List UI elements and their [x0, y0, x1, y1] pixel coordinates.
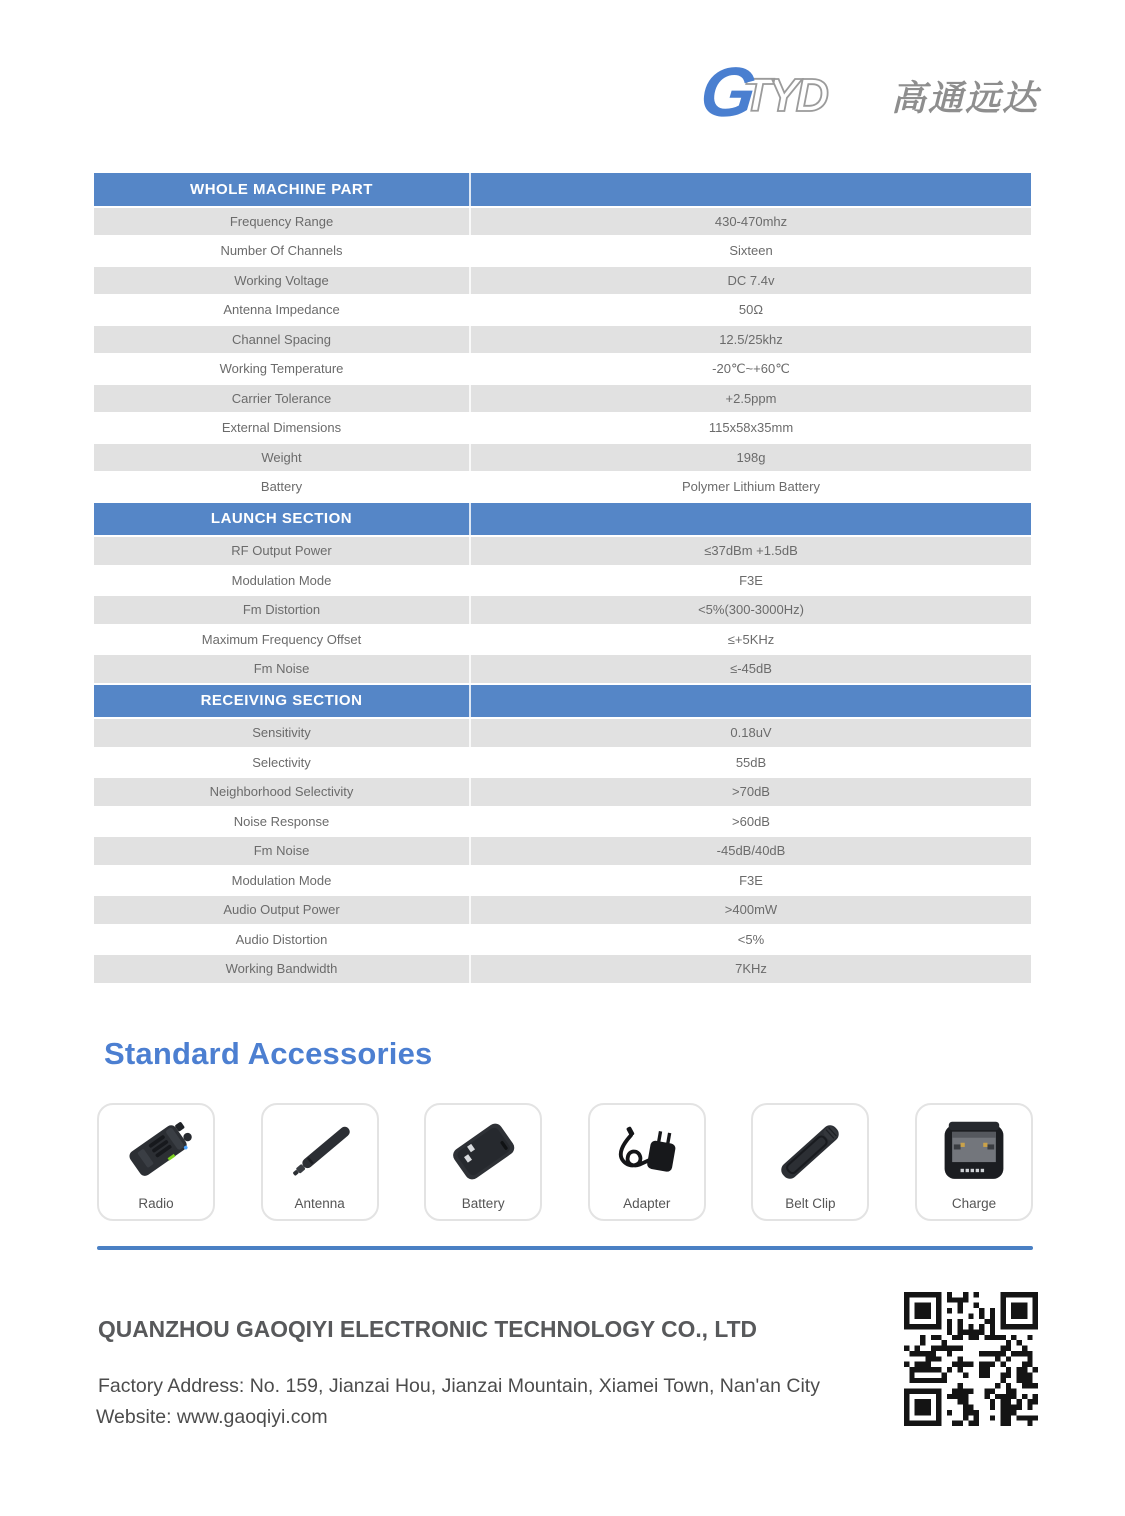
- spec-row: [94, 837, 1031, 867]
- logo-tyd-text: [741, 69, 877, 124]
- spec-row: [94, 567, 1031, 597]
- spec-row: [94, 655, 1031, 685]
- spec-value: 55dB: [735, 754, 767, 770]
- spec-row: [94, 414, 1031, 444]
- section-header-row: [94, 173, 1031, 208]
- logo-chinese-text: 高通远达: [890, 79, 1039, 118]
- spec-label: Maximum Frequency Offset: [94, 626, 471, 654]
- spec-value: ≤37dBm +1.5dB: [704, 543, 798, 559]
- spec-label: Selectivity: [94, 749, 471, 777]
- company-name: QUANZHOU GAOQIYI ELECTRONIC TECHNOLOGY CO., LTD: [98, 1316, 757, 1342]
- spec-label: Fm Noise: [94, 655, 471, 683]
- spec-row: [94, 326, 1031, 356]
- logo-g-mark: G: [696, 53, 760, 131]
- section-header-row: [94, 685, 1031, 720]
- spec-row: [94, 778, 1031, 808]
- spec-row: [94, 719, 1031, 749]
- logo-tyd-letters: TYD: [742, 69, 826, 119]
- spec-label: Working Temperature: [94, 355, 471, 383]
- spec-value: -20℃~+60℃: [712, 360, 790, 376]
- radio-icon: [101, 1107, 211, 1197]
- spec-label: Channel Spacing: [94, 326, 471, 354]
- spec-row: [94, 267, 1031, 297]
- charger-dock-icon: [919, 1107, 1029, 1197]
- spec-label: Working Bandwidth: [94, 955, 471, 983]
- accessory-label: Adapter: [623, 1196, 671, 1211]
- spec-value: +2.5ppm: [725, 390, 777, 406]
- spec-row: [94, 867, 1031, 897]
- spec-value: DC 7.4v: [727, 272, 775, 288]
- section-header-spacer: [471, 503, 1031, 536]
- spec-label: Modulation Mode: [94, 567, 471, 595]
- spec-value: F3E: [739, 872, 763, 888]
- spec-value: Polymer Lithium Battery: [682, 479, 820, 495]
- spec-label: Frequency Range: [94, 208, 471, 236]
- section-header-row: [94, 503, 1031, 538]
- accessory-card: [97, 1103, 215, 1221]
- spec-value: 50Ω: [738, 302, 764, 318]
- spec-value: F3E: [739, 572, 763, 588]
- spec-value: -45dB/40dB: [716, 843, 786, 859]
- spec-label: Working Voltage: [94, 267, 471, 295]
- spec-label: Carrier Tolerance: [94, 385, 471, 413]
- brand-logo: [696, 53, 1039, 131]
- spec-label: Number Of Channels: [94, 237, 471, 265]
- spec-value: 430-470mhz: [714, 213, 788, 229]
- spec-value: Sixteen: [729, 243, 773, 259]
- spec-row: [94, 896, 1031, 926]
- section-header-spacer: [471, 173, 1031, 206]
- spec-label: External Dimensions: [94, 414, 471, 442]
- section-header-label: RECEIVING SECTION: [94, 685, 471, 718]
- spec-label: Audio Output Power: [94, 896, 471, 924]
- accessory-card: [424, 1103, 542, 1221]
- spec-value: >60dB: [732, 813, 770, 829]
- spec-label: Weight: [94, 444, 471, 472]
- spec-value: 7KHz: [735, 961, 767, 977]
- accessories-list: [97, 1103, 1033, 1221]
- adapter-icon: [592, 1107, 702, 1197]
- spec-label: Fm Noise: [94, 837, 471, 865]
- battery-icon: [428, 1107, 538, 1197]
- spec-row: [94, 473, 1031, 503]
- spec-value: ≤+5KHz: [727, 631, 775, 647]
- spec-label: Neighborhood Selectivity: [94, 778, 471, 806]
- spec-label: Fm Distortion: [94, 596, 471, 624]
- spec-label: Modulation Mode: [94, 867, 471, 895]
- spec-table: [94, 173, 1031, 985]
- spec-row: [94, 444, 1031, 474]
- spec-value: 12.5/25khz: [719, 331, 783, 347]
- footer-divider: [97, 1246, 1033, 1250]
- antenna-icon: [265, 1107, 375, 1197]
- website-line: Website: www.gaoqiyi.com: [96, 1406, 328, 1428]
- accessory-card: [751, 1103, 869, 1221]
- spec-value: ≤-45dB: [730, 661, 772, 677]
- qr-code-icon: [904, 1292, 1038, 1426]
- spec-value: 0.18uV: [730, 725, 772, 741]
- spec-label: RF Output Power: [94, 537, 471, 565]
- spec-row: [94, 385, 1031, 415]
- belt-clip-icon: [755, 1107, 865, 1197]
- accessory-label: Belt Clip: [785, 1196, 836, 1211]
- spec-row: [94, 749, 1031, 779]
- spec-row: [94, 237, 1031, 267]
- spec-value: 115x58x35mm: [708, 420, 794, 436]
- section-header-label: LAUNCH SECTION: [94, 503, 471, 536]
- accessory-card: [261, 1103, 379, 1221]
- section-header-label: WHOLE MACHINE PART: [94, 173, 471, 206]
- accessory-card: [915, 1103, 1033, 1221]
- spec-row: [94, 926, 1031, 956]
- spec-row: [94, 208, 1031, 238]
- factory-address: Factory Address: No. 159, Jianzai Hou, Jianzai Mountain, Xiamei Town, Nan'an City: [98, 1375, 820, 1397]
- spec-row: [94, 596, 1031, 626]
- spec-label: Sensitivity: [94, 719, 471, 747]
- section-header-spacer: [471, 685, 1031, 718]
- spec-row: [94, 626, 1031, 656]
- spec-row: [94, 537, 1031, 567]
- spec-value: <5%(300-3000Hz): [698, 602, 804, 618]
- accessory-card: [588, 1103, 706, 1221]
- accessory-label: Radio: [138, 1196, 174, 1211]
- spec-value: >400mW: [724, 902, 778, 918]
- accessory-label: Antenna: [294, 1196, 345, 1211]
- spec-row: [94, 355, 1031, 385]
- spec-label: Antenna Impedance: [94, 296, 471, 324]
- spec-label: Audio Distortion: [94, 926, 471, 954]
- accessory-label: Battery: [461, 1196, 505, 1211]
- spec-value: 198g: [736, 449, 766, 465]
- accessories-title: Standard Accessories: [104, 1036, 433, 1071]
- accessory-label: Charge: [951, 1196, 997, 1211]
- spec-label: Noise Response: [94, 808, 471, 836]
- spec-row: [94, 955, 1031, 985]
- spec-value: <5%: [737, 931, 765, 947]
- spec-row: [94, 808, 1031, 838]
- spec-label: Battery: [94, 473, 471, 501]
- spec-row: [94, 296, 1031, 326]
- spec-value: >70dB: [732, 784, 770, 800]
